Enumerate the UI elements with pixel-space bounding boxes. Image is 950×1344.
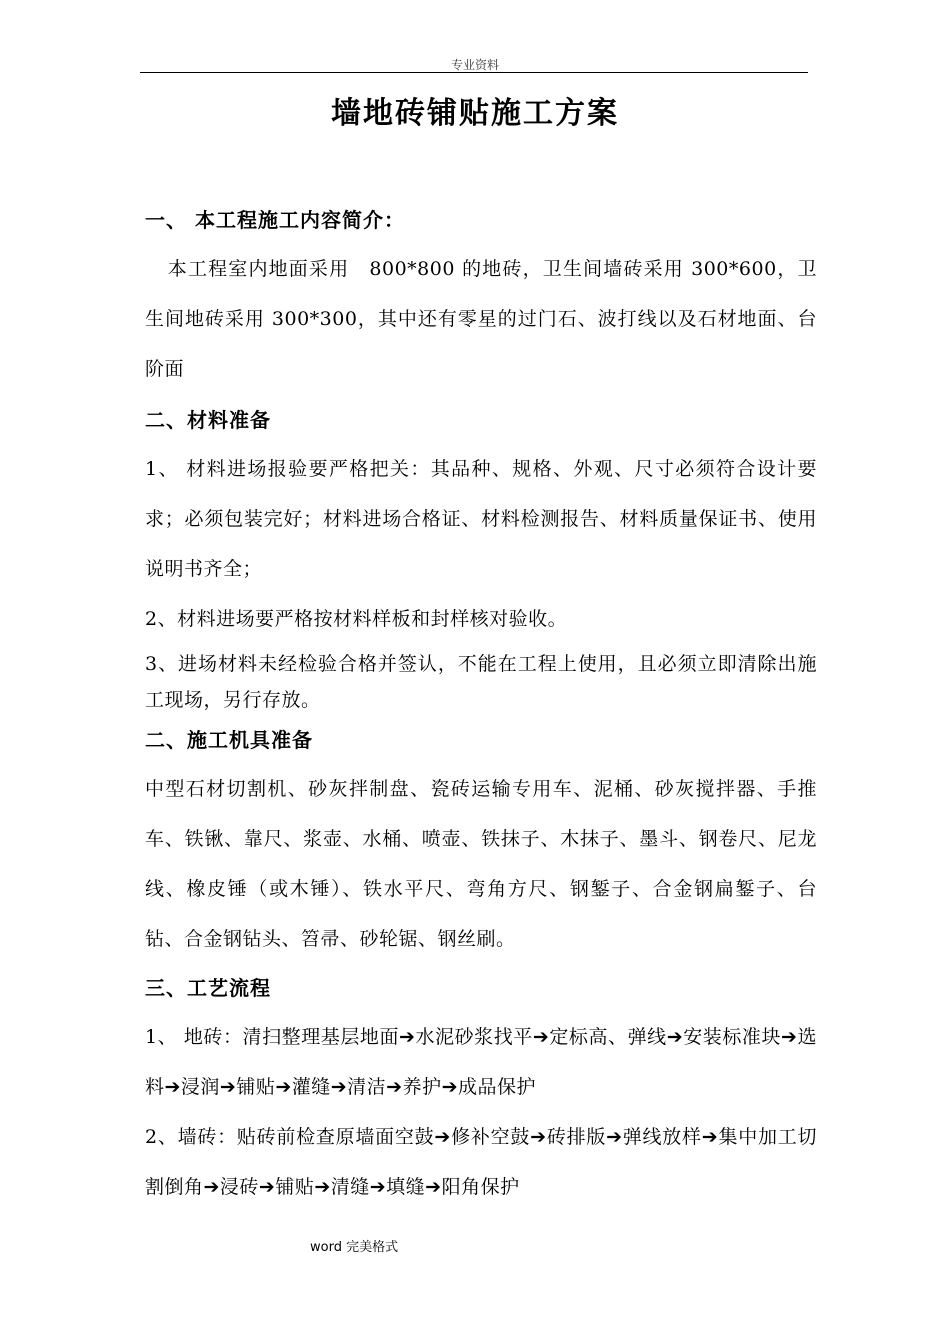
document-title: 墙地砖铺贴施工方案 [331,96,619,131]
section-paragraph: 2、墙砖：贴砖前检查原墙面空鼓➔修补空鼓➔砖排版➔弹线放样➔集中加工切割倒角➔浸砖➔铺贴➔清缝➔填缝➔阳角保护 [145,1126,817,1198]
section-material-preparation [145,396,817,718]
section-heading: 一、 本工程施工内容简介： [145,208,405,232]
footer-label: word 完美格式 [310,1240,399,1255]
section-paragraph: 3、进场材料未经检验合格并签认，不能在工程上使用，且必须立即清除出施工现场，另行存放。 [145,653,817,711]
document-body [145,198,817,1212]
section-paragraph: 中型石材切割机、砂灰拌制盘、瓷砖运输专用车、泥桶、砂灰搅拌器、手推车、铁锹、靠尺、浆壶、水桶、喷壶、铁抹子、木抹子、墨斗、钢卷尺、尼龙线、橡皮锤（或木锤）、铁水平尺、弯角方尺、钢錾子、合金钢扁錾子、台钻、合金钢钻头、笤帚、砂轮锯、钢丝刷。 [145,778,817,950]
section-project-overview [145,198,817,394]
section-paragraph: 1、 地砖：清扫整理基层地面➔水泥砂浆找平➔定标高、弹线➔安装标准块➔选料➔浸润➔铺贴➔灌缝➔清洁➔养护➔成品保护 [145,1026,817,1098]
section-paragraph: 本工程室内地面采用 800*800 的地砖，卫生间墙砖采用 300*600，卫生间地砖采用 300*300，其中还有零星的过门石、波打线以及石材地面、台阶面 [145,258,817,380]
section-heading: 二、材料准备 [145,408,271,432]
section-paragraph: 1、 材料进场报验要严格把关：其品种、规格、外观、尺寸必须符合设计要求；必须包装完好；材料进场合格证、材料检测报告、材料质量保证书、使用说明书齐全； [145,458,817,580]
section-heading: 二、施工机具准备 [145,728,313,752]
header-label: 专业资料 [450,58,499,72]
section-heading: 三、工艺流程 [145,976,271,1000]
section-process-flow [145,964,817,1212]
section-equipment-preparation [145,718,817,964]
section-paragraph: 2、材料进场要严格按材料样板和封样核对验收。 [145,608,568,630]
header-rule [140,72,808,73]
